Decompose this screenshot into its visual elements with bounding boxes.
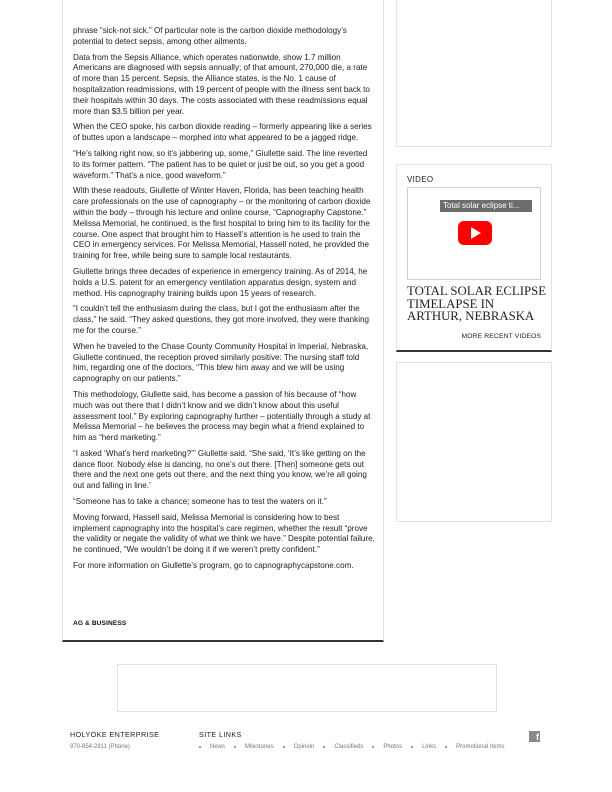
footer-link-news[interactable]: News: [210, 744, 226, 750]
footer-site-links-title: SITE LINKS: [199, 730, 242, 739]
category-tag-link[interactable]: AG & BUSINESS: [73, 620, 127, 627]
article-paragraph: Giullette brings three decades of experience in emergency training. As of 2014, he holds a U.S. patent for an emergency ventilation apparatus design, system and method. His capnography training builds upon 15 years of research.: [73, 266, 368, 298]
article-paragraph: This methodology, Giullette said, has become a passion of his because of “how much was out there that I didn’t know and we didn’t know about this useful assessment tool.” By exploring capnography further – potentially through a study at Melissa Memorial – he believes the process may begin what a friend explained to him as “herd marketing.”: [73, 389, 371, 443]
article-paragraph: phrase “sick-not sick.” Of particular note is the carbon dioxide methodology’s potential to detect sepsis, among other ailments.: [73, 26, 347, 46]
sidebar-video-widget: [396, 164, 552, 352]
bullet-icon: [445, 746, 447, 748]
footer-phone: 970-854-2811 (Phone): [70, 744, 130, 750]
footer-link-opinion[interactable]: Opinion: [293, 744, 315, 750]
footer-site-links: [199, 744, 513, 750]
more-recent-videos-link[interactable]: MORE RECENT VIDEOS: [461, 333, 541, 340]
play-triangle-icon: [471, 227, 481, 239]
bullet-icon: [234, 746, 236, 748]
article-paragraph: For more information on Giullette’s program, go to capnographycapstone.com.: [73, 561, 354, 571]
article-body: [73, 26, 375, 577]
sidebar-ad-slot-top: [396, 0, 552, 147]
article-paragraph: “He’s talking right now, so it’s jabbering up, some,” Giullette said. The line reverted to its former pattern. “The patient has to be quiet or just be out, so you get a good waveform.” That’s a nice, good waveform.”: [73, 148, 368, 180]
bullet-icon: [199, 746, 201, 748]
footer-link-promotional-items[interactable]: Promotional Items: [456, 744, 505, 750]
footer-ad-banner: [117, 664, 497, 712]
video-title-link[interactable]: TOTAL SOLAR ECLIPSE TIMELAPSE IN ARTHUR, NEBRASKA: [407, 284, 547, 323]
article-paragraph: Moving forward, Hassell said, Melissa Memorial is considering how to best implement capnography into the hospital’s care regimen, whether the result “prove the validity or negate the validity of what we think we have.” Despite potential failure, he continued, “We wouldn’t be doing it if we weren’t pretty confident.”: [73, 512, 375, 555]
article-paragraph: Data from the Sepsis Alliance, which operates nationwide, show 1.7 million Americans are diagnosed with sepsis annually; of that amount, 270,000 die, a rate of more than 15 percent. Sepsis, the Alliance states, is the No. 1 cause of hospitalization readmissions, with 19 percent of people with the illness sent back to their hospitals within 30 days. The costs associated with these readmissions equal more than $3.5 billion per year.: [73, 52, 370, 116]
facebook-icon[interactable]: f: [529, 731, 540, 742]
footer-link-links[interactable]: Links: [422, 744, 437, 750]
footer-link-milestones[interactable]: Milestones: [245, 744, 274, 750]
video-embed-caption[interactable]: Total solar eclipse ti...: [440, 200, 532, 212]
video-section-label: VIDEO: [407, 175, 434, 184]
bullet-icon: [411, 746, 413, 748]
article-paragraph: “I asked ‘What’s herd marketing?’” Giullette said. “She said, ‘It’s like getting on the dance floor. Nobody else is dancing, no one’s out there. [Then] someone gets out there and the next one gets out there, and the next thing you know, we’re all going out and falling in line.’: [73, 448, 367, 491]
bullet-icon: [372, 746, 374, 748]
video-player[interactable]: [407, 187, 541, 280]
footer-link-photos[interactable]: Photos: [383, 744, 403, 750]
youtube-play-icon[interactable]: [458, 221, 492, 245]
article-paragraph: When the CEO spoke, his carbon dioxide reading – formerly appearing like a series of buttes upon a landscape – morphed into what appeared to be a jagged ridge.: [73, 122, 372, 143]
article-paragraph: “I couldn’t tell the enthusiasm during the class, but I got the enthusiasm after the class,” he said. “They asked questions, they got more involved, they were thanking me for the course.”: [73, 304, 370, 335]
sidebar-ad-slot-bottom: [396, 362, 552, 522]
article-paragraph: With these readouts, Giullette of Winter Haven, Florida, has been teaching health care professionals on the use of capnography – or the monitoring of carbon dioxide within the body – through his lecture and online course, “Capnography Capstone.” Melissa Memorial, he continued, is the first hospital to bring him to its facility for the course. One aspect that brought him to Hassell’s attention is he used to train the CEO in emergency services. For Melissa Memorial, Hassell noted, he provided the training for free, while being sure to sample local restaurants.: [73, 186, 371, 261]
article-paragraph: “Someone has to take a chance; someone has to test the waters on it.”: [73, 497, 327, 507]
bullet-icon: [323, 746, 325, 748]
article-paragraph: When he traveled to the Chase County Community Hospital in Imperial, Nebraska, Giullette continued, the reception proved similarly positive: The nursing staff told him, regarding one of the doctors, “This blew him away and we will be using capnography on our patients.”: [73, 341, 369, 384]
bullet-icon: [283, 746, 285, 748]
footer-brand-name: HOLYOKE ENTERPRISE: [70, 730, 160, 739]
footer-link-classifieds[interactable]: Classifieds: [334, 744, 364, 750]
article-column: [62, 0, 384, 642]
